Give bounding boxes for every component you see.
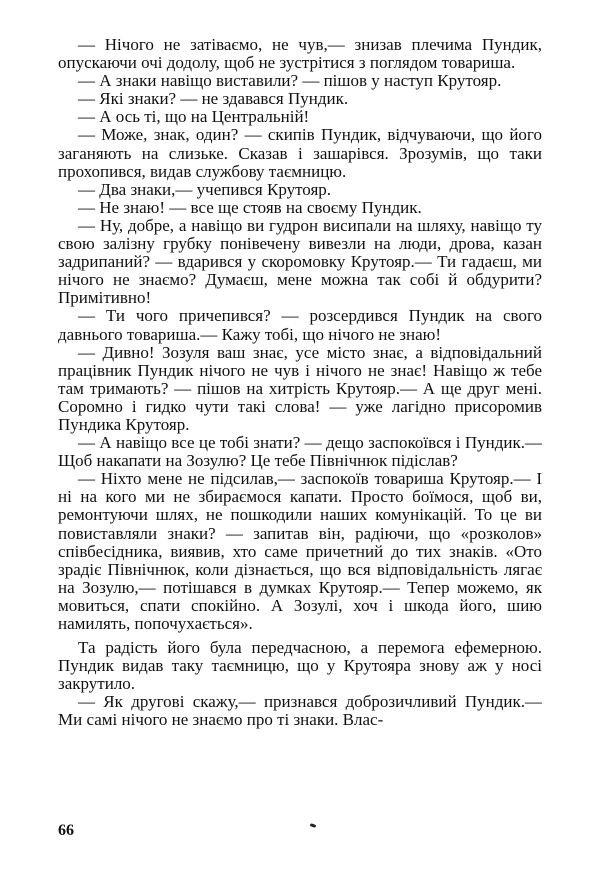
page-text <box>58 36 542 730</box>
paragraph: — Не знаю! — все ще стояв на своєму Пундик. <box>78 197 422 217</box>
ink-smudge <box>310 823 317 828</box>
page-number: 66 <box>58 822 74 839</box>
paragraph: — Нічого не затіваємо, не чув,— знизав плечима Пундик, опускаючи очі додолу, щоб не зустрітися з поглядом товариша. <box>58 35 542 73</box>
paragraph: — А ось ті, що на Центральній! <box>78 107 310 127</box>
paragraph: — А навіщо все це тобі знати? — дещо заспокоївся і Пундик.— Щоб накапати на Зозулю? Це тебе Північнюк підіслав? <box>58 433 542 471</box>
paragraph: — Дивно! Зозуля ваш знає, усе місто знає, а відповідальний працівник Пундик нічого не чув і нічого не знає! Навіщо ж тебе там тримають? — пішов на хитрість Крутояр.— А ще друг мені. Соромно і гидко чути такі слова! — уже лагідно присоромив Пундика Крутояр. <box>58 342 542 434</box>
paragraph: — Два знаки,— учепився Крутояр. <box>78 179 332 199</box>
paragraph: — Як другові скажу,— признався доброзичливий Пундик.— Ми самі нічого не знаємо про ті знаки. Влас- <box>58 692 542 730</box>
paragraph: Та радість його була передчасною, а перемога ефемерною. Пундик видав таку таємницю, що у Крутояра знову аж у носі закрутило. <box>58 638 542 694</box>
paragraph: — Ти чого причепився? — розсердився Пундик на свого давнього товариша.— Кажу тобі, що нічого не знаю! <box>58 306 542 344</box>
paragraph: — Може, знак, один? — скипів Пундик, відчуваючи, що його заганяють на слизьке. Сказав і зашарівся. Зрозумів, що таки прохопився, видав службову таємницю. <box>58 125 542 181</box>
paragraph: — Ну, добре, а навіщо ви гудрон висипали на шляху, навіщо ту свою залізну грубку понівечену вивезли на люди, дрова, казан задрипаний? — вдарився у скоромовку Крутояр.— Ти гадаєш, ми нічого не знаємо? Думаєш, мене можна так собі й обдурити? Примітивно! <box>58 215 542 308</box>
paragraph: — Які знаки? — не здавався Пундик. <box>78 89 349 109</box>
paragraph: — Ніхто мене не підсилав,— заспокоїв товариша Крутояр.— І ні на кого ми не збираємося капати. Просто боїмося, щоб ви, ремонтуючи шлях, не пошкодили наших комунікацій. То це ви повиставляли знаки? — запитав він, радіючи, що «розколов» співбесідника, виявив, хто саме причетний до тих знаків. «Ото зрадіє Північнюк, коли дізнається, що вся відповідальність лягає на Зозулю,— потішався в думках Крутояр.— Тепер можемо, як мовиться, спати спокійно. А Зозулі, хоч і шкода його, шию намилять, попочухається». <box>58 469 542 633</box>
paragraph: — А знаки навіщо виставили? — пішов у наступ Крутояр. <box>78 71 502 91</box>
